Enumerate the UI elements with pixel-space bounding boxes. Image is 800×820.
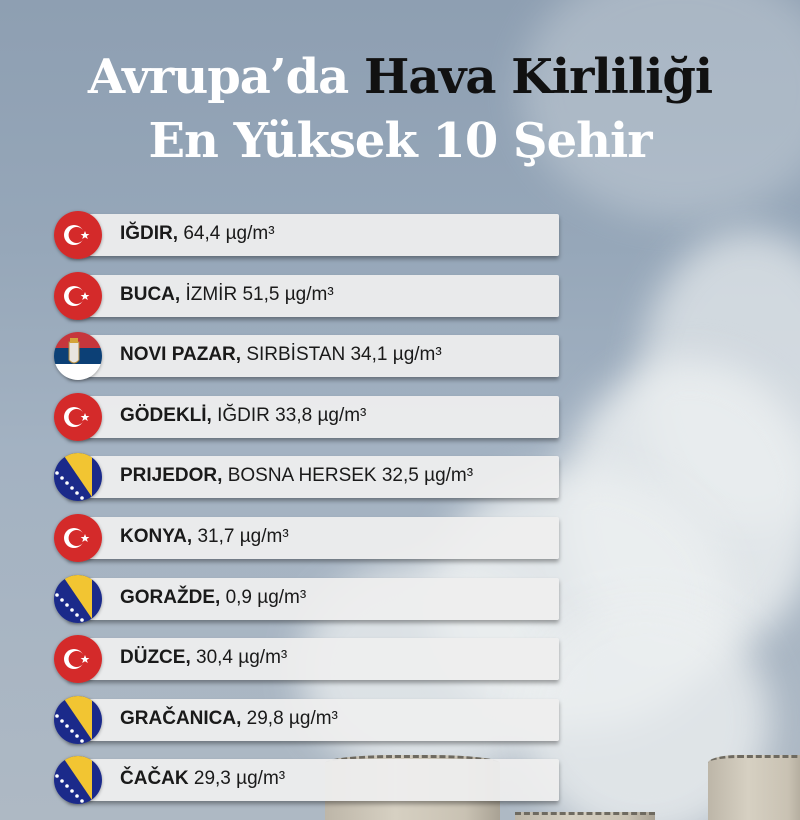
- city-detail: 29,3 µg/m³: [193, 768, 286, 790]
- item-label: [120, 708, 338, 730]
- city-detail: 0,9 µg/m³: [225, 586, 307, 608]
- turkey-flag-icon: [54, 272, 102, 320]
- page-title: [0, 45, 800, 173]
- item-label: [120, 647, 287, 669]
- city-detail: İZMİR 51,5 µg/m³: [185, 283, 334, 305]
- item-label: [120, 768, 285, 790]
- city-name: DÜZCE,: [120, 647, 191, 669]
- item-label: [120, 465, 473, 487]
- turkey-flag-icon: [54, 211, 102, 259]
- city-name: ČAČAK: [120, 768, 189, 790]
- cooling-tower: [515, 812, 655, 820]
- city-name: GRAČANICA,: [120, 707, 242, 729]
- city-name: BUCA,: [120, 283, 181, 305]
- city-name: GÖDEKLİ,: [120, 404, 212, 426]
- city-name: KONYA,: [120, 525, 193, 547]
- city-detail: SIRBİSTAN 34,1 µg/m³: [246, 344, 442, 366]
- city-detail: IĞDIR 33,8 µg/m³: [217, 404, 367, 426]
- title-light: Avrupa’da: [87, 49, 349, 105]
- turkey-flag-icon: [54, 514, 102, 562]
- item-label: [120, 284, 334, 306]
- city-name: IĞDIR,: [120, 223, 179, 244]
- city-name: NOVI PAZAR,: [120, 344, 242, 366]
- item-label: [120, 405, 366, 427]
- serbia-flag-icon: [54, 332, 102, 380]
- item-label: [120, 344, 442, 366]
- city-detail: 30,4 µg/m³: [196, 647, 288, 669]
- city-detail: 31,7 µg/m³: [197, 525, 289, 547]
- city-name: PRIJEDOR,: [120, 465, 223, 487]
- item-label: [120, 223, 275, 245]
- bosnia-flag-icon: [54, 696, 102, 744]
- city-detail: BOSNA HERSEK 32,5 µg/m³: [227, 465, 474, 487]
- item-label: [120, 587, 306, 609]
- bosnia-flag-icon: [54, 575, 102, 623]
- city-detail: 29,8 µg/m³: [246, 707, 338, 729]
- city-detail: 64,4 µg/m³: [183, 223, 275, 244]
- item-label: [120, 526, 289, 548]
- turkey-flag-icon: [54, 393, 102, 441]
- cooling-tower: [708, 755, 800, 820]
- title-line2: En Yüksek 10 Şehir: [148, 113, 652, 169]
- city-name: GORAŽDE,: [120, 586, 221, 608]
- bosnia-flag-icon: [54, 756, 102, 804]
- turkey-flag-icon: [54, 635, 102, 683]
- title-dark: Hava Kirliliği: [364, 49, 713, 105]
